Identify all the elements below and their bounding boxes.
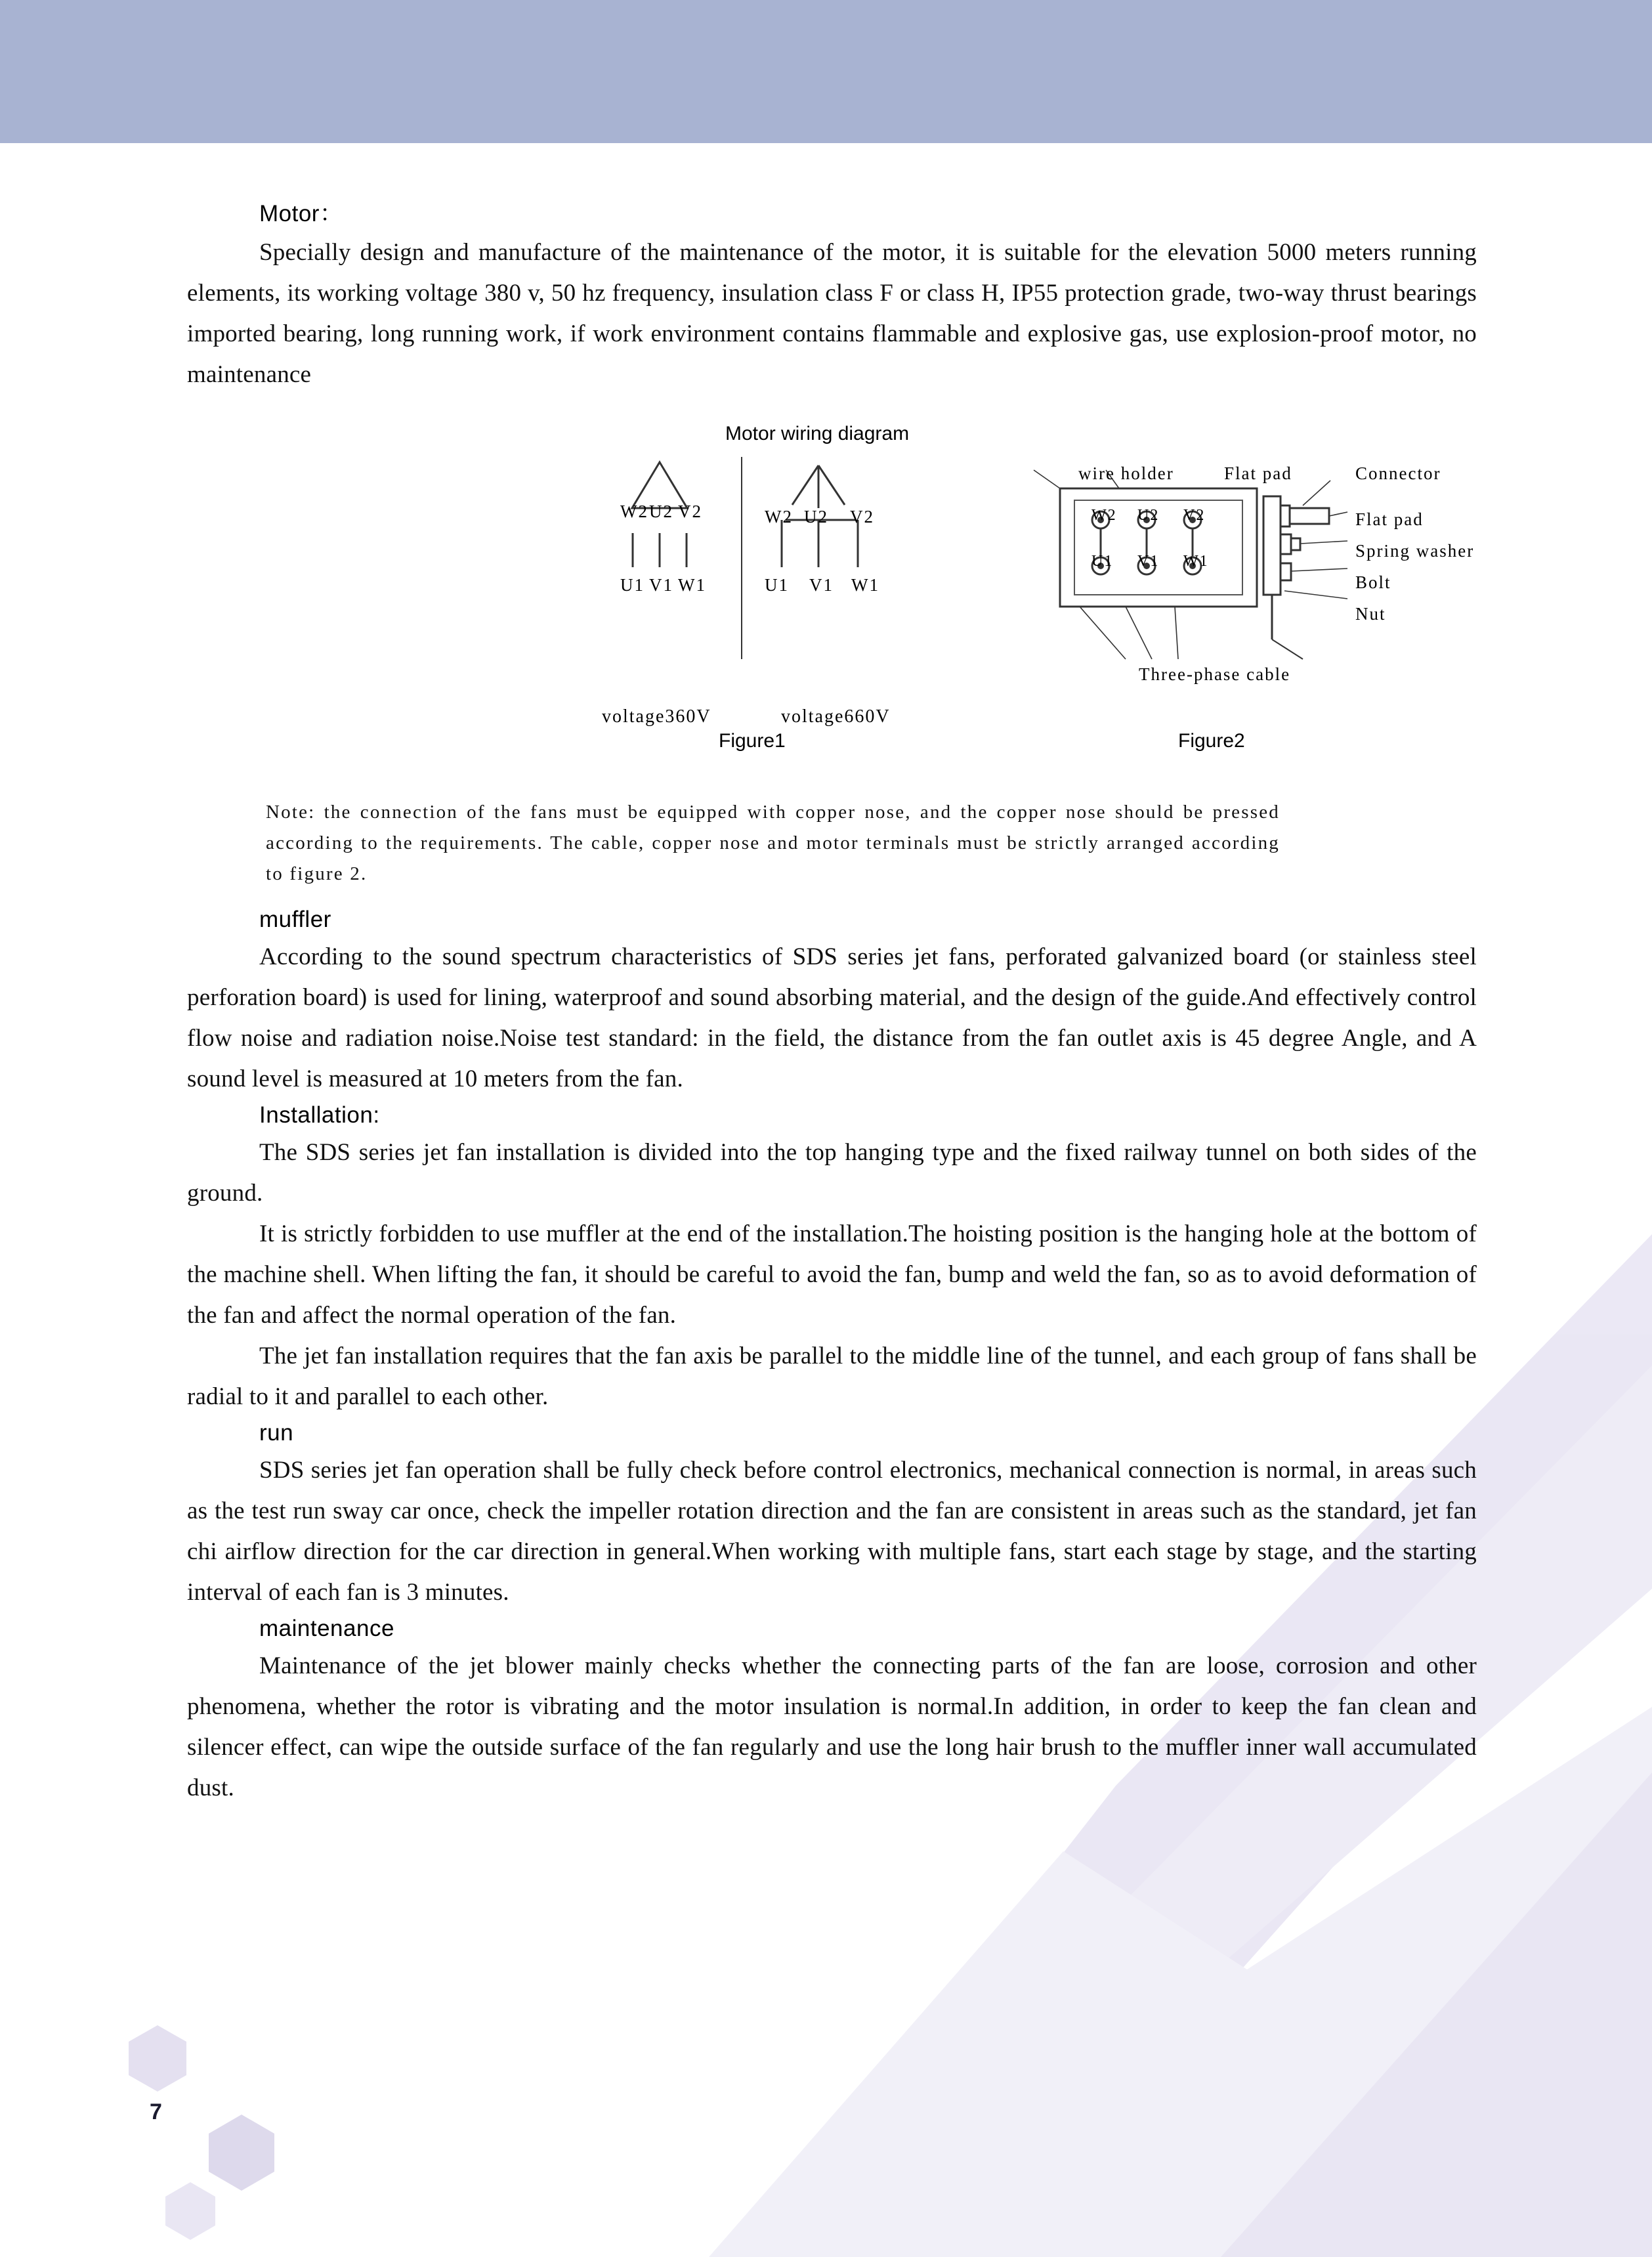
- voltage-label-star: voltage660V: [781, 706, 891, 727]
- callout-flat-pad-right: Flat pad: [1355, 509, 1424, 529]
- motor-wiring-figure: [187, 423, 1477, 790]
- callout-bolt: Bolt: [1355, 572, 1391, 592]
- callout-nut: Nut: [1355, 604, 1386, 624]
- block-terminal-v1: V1: [1137, 553, 1160, 570]
- block-terminal-w2: W2: [1091, 507, 1117, 524]
- star-terminal-w1: W1: [851, 575, 879, 595]
- document-content: [187, 196, 1477, 1811]
- star-terminal-u2: U2: [804, 507, 828, 527]
- page-number: 7: [150, 2099, 162, 2124]
- callout-connector: Connector: [1355, 463, 1441, 483]
- section-paragraph-run: SDS series jet fan operation shall be fully check before control electronics, mechanical connection is normal, in areas such as the test run sway car once, check the impeller rotation direction and the fan are consistent in areas such as the standard, jet fan chi airflow direction for the car direction in general.When working with multiple fans, start each stage by stage, and the starting interval of each fan is 3 minutes.: [187, 1457, 1477, 1606]
- delta-terminal-u2: U2: [649, 502, 673, 521]
- delta-terminal-w1: W1: [678, 575, 706, 595]
- star-terminal-v1: V1: [809, 575, 834, 595]
- callout-flat-pad-top: Flat pad: [1224, 463, 1292, 483]
- star-terminal-w2: W2: [765, 507, 793, 527]
- section-heading-muffler: muffler: [259, 907, 331, 932]
- section-heading-run: run: [259, 1420, 294, 1446]
- block-terminal-w1: W1: [1183, 553, 1209, 570]
- installation-paragraph-2: It is strictly forbidden to use muffler at the end of the installation.The hoisting position is the hanging hole at the bottom of the machine shell. When lifting the fan, it should be careful to avoid the fan, bump and weld the fan, so as to avoid deformation of the fan and affect the normal operation of the fan.: [187, 1220, 1477, 1329]
- figure-note: Note: the connection of the fans must be equipped with copper nose, and the copper nose should be pressed according to the requirements. The cable, copper nose and motor terminals must be strictly arranged according to figure 2.: [266, 802, 1280, 884]
- figure2-caption: Figure2: [1178, 730, 1245, 752]
- block-terminal-v2: V2: [1183, 507, 1206, 524]
- section-paragraph-muffler: According to the sound spectrum characteristics of SDS series jet fans, perforated galvanized board (or stainless steel perforation board) is used for lining, waterproof and sound absorbing material, and the design of the guide.And effectively control flow noise and radiation noise.Noise test standard: in the field, the distance from the fan outlet axis is 45 degree Angle, and A sound level is measured at 10 meters from the fan.: [187, 943, 1477, 1092]
- section-heading-maintenance: maintenance: [259, 1616, 394, 1641]
- block-terminal-u2: U2: [1137, 507, 1160, 524]
- callout-three-phase-cable: Three-phase cable: [1139, 664, 1291, 684]
- callout-wire-holder: wire holder: [1078, 463, 1174, 483]
- section-heading-installation: Installation:: [259, 1102, 380, 1128]
- figure-title: Motor wiring diagram: [725, 423, 910, 444]
- block-terminal-u1: U1: [1091, 553, 1114, 570]
- page-body: [0, 143, 1652, 2257]
- installation-paragraph-1: The SDS series jet fan installation is divided into the top hanging type and the fixed railway tunnel on both sides of the ground.: [187, 1139, 1477, 1207]
- star-terminal-v2: V2: [850, 507, 874, 527]
- section-heading-motor: Motor：: [259, 201, 343, 226]
- delta-terminal-u1: U1: [620, 575, 645, 595]
- section-paragraph-maintenance: Maintenance of the jet blower mainly checks whether the connecting parts of the fan are loose, corrosion and other phenomena, whether the rotor is vibrating and the motor insulation is normal.In addition, in order to keep the fan clean and silencer effect, can wipe the outside surface of the fan regularly and use the long hair brush to the muffler inner wall accumulated dust.: [187, 1652, 1477, 1801]
- installation-paragraph-3: The jet fan installation requires that the fan axis be parallel to the middle line of the tunnel, and each group of fans shall be radial to it and parallel to each other.: [187, 1343, 1477, 1410]
- voltage-label-delta: voltage360V: [602, 706, 711, 727]
- header-band: [0, 0, 1652, 143]
- delta-terminal-v1: V1: [649, 575, 673, 595]
- wiring-diagram-graphic: [187, 442, 1477, 784]
- delta-terminal-w2: W2: [620, 502, 648, 521]
- section-paragraph-motor: Specially design and manufacture of the maintenance of the motor, it is suitable for the elevation 5000 meters running elements, its working voltage 380 v, 50 hz frequency, insulation class F or class H, IP55 protection grade, two-way thrust bearings imported bearing, long running work, if work environment contains flammable and explosive gas, use explosion-proof motor, no maintenance: [187, 239, 1477, 388]
- star-terminal-u1: U1: [765, 575, 789, 595]
- callout-spring-washer: Spring washer: [1355, 541, 1475, 561]
- delta-terminal-v2: V2: [678, 502, 702, 521]
- figure1-caption: Figure1: [719, 730, 786, 752]
